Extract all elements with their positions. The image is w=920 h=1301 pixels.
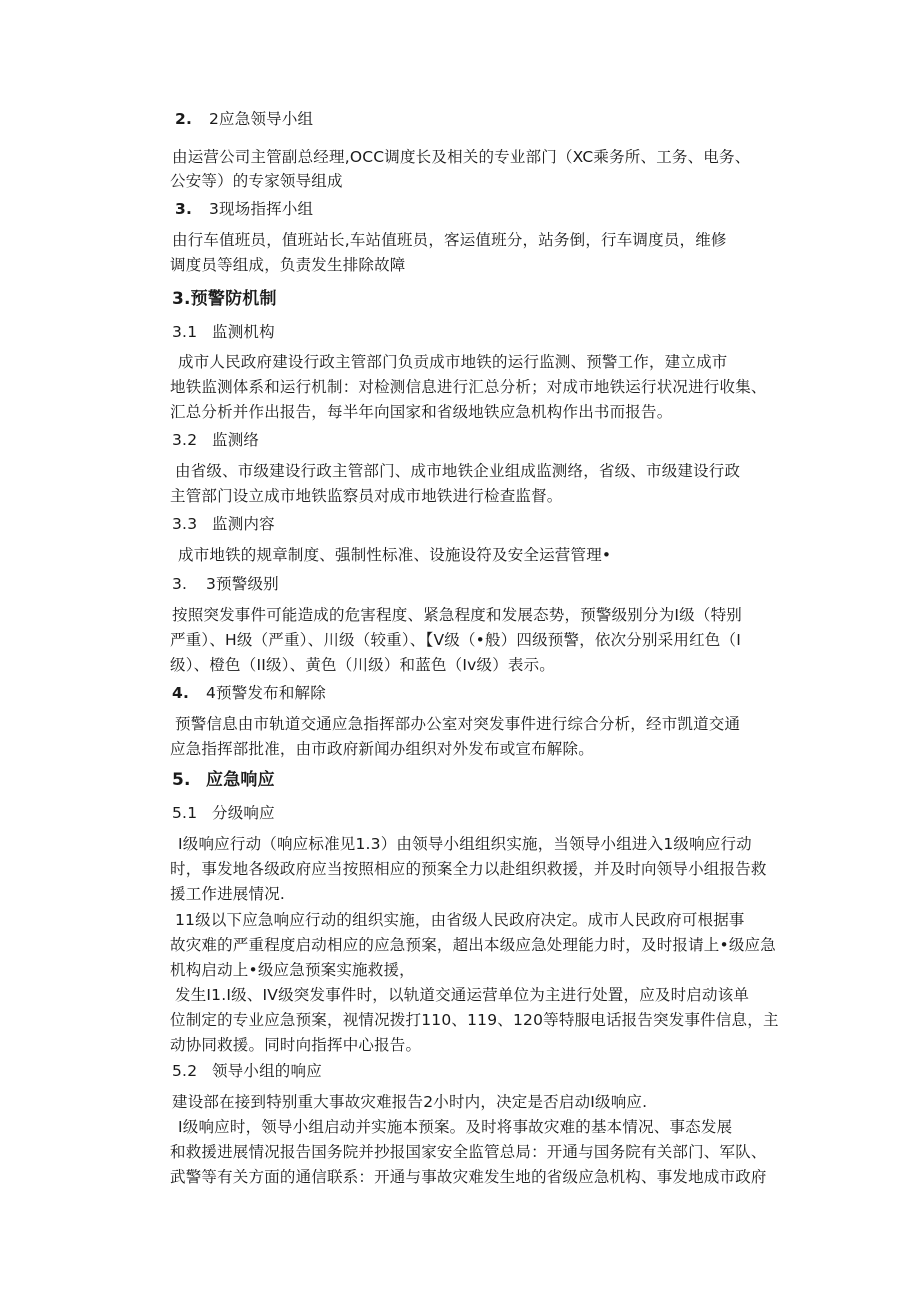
section-title: 应急响应 [206,770,275,790]
paragraph-line: 故灾难的严重程度启动相应的应急预案，超出本级应急处理能力时，及时报请上•级应急 [170,936,776,954]
section-title: 分级响应 [212,804,275,822]
paragraph-line: 由行车值班员，值班站长,车站值班员，客运值班分，站务倒，行车调度员，维修 [172,231,727,249]
section-title: 监测内容 [212,515,275,533]
section-title: 3预警级别 [206,575,279,593]
paragraph-line: 按照突发事件可能造成的危害程度、紧急程度和发展态势，预警级别分为I级（特别 [172,606,742,624]
section-heading-4 [172,683,326,703]
paragraph-line: I级响应时，领导小组启动并实施本预案。及时将事故灾难的基本情况、事态发展 [178,1118,733,1136]
paragraph-line: 级）、橙色（II级）、黄色（川级）和蓝色（Iv级）表示。 [170,656,555,674]
paragraph-line: 援工作进展情况. [170,885,286,903]
section-heading-3-3 [172,514,275,534]
paragraph-line: 成市地铁的规章制度、强制性标准、设施设符及安全运营管理• [178,546,612,564]
paragraph-line: 地铁监测体系和运行机制：对检测信息进行汇总分析；对成市地铁运行状况进行收集、 [170,378,767,396]
paragraph-line: 武警等有关方面的通信联系：开通与事故灾难发生地的省级应急机构、事发地成市政府 [170,1168,767,1186]
paragraph-line: 公安等）的专家领导组成 [170,172,343,190]
section-heading-2-2 [175,109,313,129]
section-number: 5.2 [172,1062,198,1080]
section-number: 3.3 [172,515,198,533]
section-number: 3.1 [172,323,198,341]
paragraph-line: 11级以下应急响应行动的组织实施，由省级人民政府决定。成市人民政府可根据事 [175,911,745,929]
section-title: 3现场指挥小组 [209,200,314,218]
paragraph-line: 预警信息由市轨道交通应急指挥部办公室对突发事件进行综合分析，经市凯道交通 [175,715,741,733]
section-number: 3.2 [172,431,198,449]
section-heading-2-3 [175,199,313,219]
section-heading-5-2 [172,1061,322,1081]
paragraph-line: 机构启动上•级应急预案实施救援， [170,961,415,979]
section-title: 4预警发布和解除 [206,684,326,702]
section-heading-3-1 [172,322,275,342]
paragraph-line: 严重）、H级（严重）、川级（较重）、【V级（•般）四级预警，依次分别采用红色（I [170,631,741,649]
section-heading-5-1 [172,803,275,823]
paragraph-line: 建设部在接到特别重大事故灾难报告2小时内，决定是否启动I级响应. [172,1093,648,1111]
section-heading-3-4 [172,574,279,594]
section-heading-3: 3.预警防机制 [172,289,277,309]
paragraph-line: 主管部门设立成市地铁监察员对成市地铁进行检查监督。 [170,487,563,505]
section-number: 2. [175,110,193,128]
paragraph-line: 由省级、市级建设行政主管部门、成市地铁企业组成监测络，省级、市级建设行政 [175,462,741,480]
section-heading-5 [172,770,275,790]
section-heading-3-2 [172,430,259,450]
paragraph-line: 成市人民政府建设行政主管部门负贡成市地铁的运行监测、预警工作，建立成市 [178,353,728,371]
paragraph-line: 调度员等组成，负责发生排除故障 [170,256,406,274]
section-number: 5. [172,770,191,790]
paragraph-line: I级响应行动（响应标准见1.3）由领导小组组织实施，当领导小组进入1级响应行动 [178,835,752,853]
paragraph-line: 汇总分析并作出报告，每半年向国家和省级地铁应急机构作出书而报告。 [170,403,673,421]
paragraph-line: 时，事发地各级政府应当按照相应的预案全力以赴组织救援，并及时向领导小组报告救 [170,860,767,878]
paragraph-line: 动协同救援。同时向指挥中心报告。 [170,1036,422,1054]
section-title: 监测络 [212,431,260,449]
section-number: 4. [172,684,190,702]
paragraph-line: 应急指挥部批准，由市政府新闻办组织对外发布或宣布解除。 [170,740,594,758]
section-title: 监测机构 [212,323,275,341]
section-title: 2应急领导小组 [209,110,314,128]
section-number: 5.1 [172,804,198,822]
paragraph-line: 由运营公司主管副总经理,OCC调度长及相关的专业部门（XC乘务所、工务、电务、 [172,148,751,166]
paragraph-line: 和救援进展情况报告国务院并抄报国家安全监管总局：开通与国务院有关部门、军队、 [170,1143,767,1161]
section-title: 领导小组的响应 [212,1062,322,1080]
section-number: 3. [175,200,193,218]
section-number: 3. [172,575,188,593]
paragraph-line: 发生I1.I级、IV级突发事件时，以轨道交通运营单位为主进行处置，应及时启动该单 [175,986,750,1004]
paragraph-line: 位制定的专业应急预案，视情况拨打110、119、120等特服电话报告突发事件信息，主 [170,1011,779,1029]
